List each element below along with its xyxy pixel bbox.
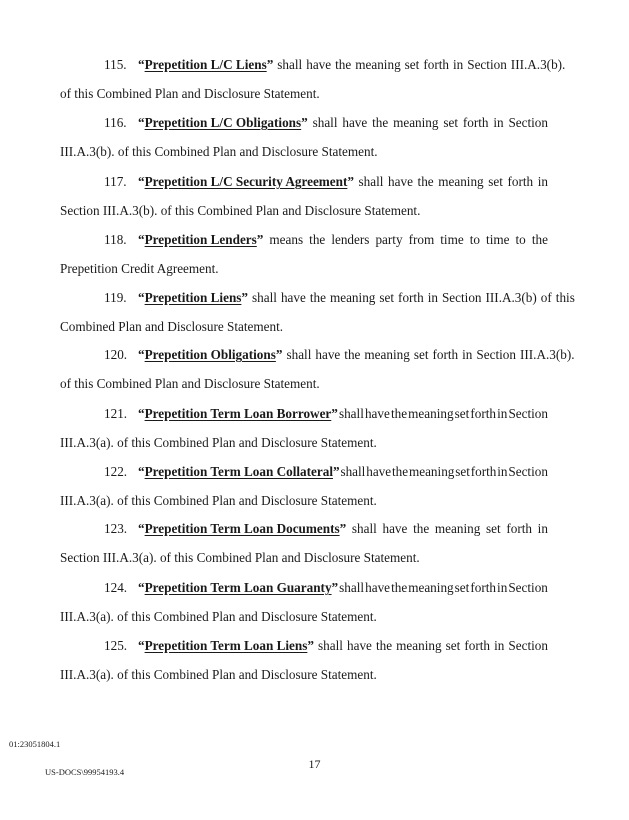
definition-word: forth <box>470 580 496 595</box>
defined-term-text: Prepetition Term Loan Collateral <box>144 464 333 479</box>
definition-line-2: Section III.A.3(b). of this Combined Plan and Disclosure Statement. <box>60 203 421 218</box>
definition-word: set <box>404 57 420 72</box>
definition-number: 121. <box>104 406 128 421</box>
definition-word: party <box>375 232 403 247</box>
definition-number: 124. <box>104 580 128 595</box>
definition-word: meaning <box>355 57 401 72</box>
defined-term: “Prepetition Obligations” <box>138 347 283 362</box>
definition-word: have <box>382 521 408 536</box>
definition-word: have <box>342 115 368 130</box>
definition-line-2: Combined Plan and Disclosure Statement. <box>60 319 284 334</box>
definition-word: have <box>365 580 391 595</box>
definition-word: in <box>497 580 508 595</box>
definition-word: of <box>540 290 552 305</box>
definition-number: 118. <box>104 232 127 247</box>
definition-word: the <box>417 174 434 189</box>
definition-number: 122. <box>104 464 128 479</box>
definition-lead <box>60 57 273 73</box>
definition-word: in <box>497 464 508 479</box>
definition-number: 120. <box>104 347 128 362</box>
defined-term: “Prepetition Term Loan Documents” <box>138 521 347 536</box>
definition-line-1 <box>60 406 548 422</box>
definition-paragraph <box>60 580 548 624</box>
definition-lead <box>60 580 338 596</box>
definition-paragraph <box>60 115 548 159</box>
footer-doc-id: 01:23051804.1 <box>9 739 61 749</box>
defined-term: “Prepetition Term Loan Liens” <box>138 638 314 653</box>
definition-number: 115. <box>104 57 127 72</box>
definition-word: forth <box>423 57 449 72</box>
definition-line-2: III.A.3(a). of this Combined Plan and Disclosure Statement. <box>60 667 377 682</box>
definition-word: Section <box>508 464 548 479</box>
definition-number: 117. <box>104 174 127 189</box>
definition-word: the <box>390 406 408 421</box>
definition-word: meaning <box>396 638 442 653</box>
definition-word: the <box>335 57 352 72</box>
definition-word: shall <box>286 347 312 362</box>
defined-term-text: Prepetition Term Loan Guaranty <box>144 580 332 595</box>
definition-word: have <box>347 638 372 653</box>
defined-term-text: Prepetition Term Loan Documents <box>144 521 340 536</box>
definition-lead <box>60 638 314 654</box>
definition-word: Section <box>476 347 516 362</box>
definition-paragraph <box>60 290 575 334</box>
defined-term-text: Prepetition Lenders <box>144 232 257 247</box>
defined-term-text: Prepetition Term Loan Liens <box>144 638 308 653</box>
definition-word: meaning <box>393 115 439 130</box>
definition-paragraph <box>60 57 566 101</box>
definition-word: this <box>555 290 575 305</box>
definition-paragraph <box>60 464 548 508</box>
definition-word: set <box>454 406 470 421</box>
definition-paragraph <box>60 232 548 276</box>
definition-word: shall <box>351 521 377 536</box>
definition-line-1 <box>60 290 575 306</box>
definition-word: in <box>537 521 548 536</box>
definition-word: shall <box>338 406 364 421</box>
definition-line-1 <box>60 464 548 480</box>
definition-lead <box>60 464 340 480</box>
definition-lead <box>60 347 282 363</box>
definition-line-2: III.A.3(a). of this Combined Plan and Disclosure Statement. <box>60 493 377 508</box>
definition-word: meaning <box>408 580 454 595</box>
definition-word: III.A.3(b). <box>510 57 566 72</box>
definition-line-2: Section III.A.3(a). of this Combined Plan and Disclosure Statement. <box>60 550 420 565</box>
definition-word: Section <box>508 115 548 130</box>
definition-word: shall <box>318 638 343 653</box>
definition-word: set <box>486 521 501 536</box>
definition-word: have <box>364 406 390 421</box>
definition-word: the <box>531 232 548 247</box>
definition-word: Section <box>508 580 548 595</box>
definition-word: time <box>440 232 464 247</box>
definition-word: shall <box>339 580 365 595</box>
definition-word: have <box>306 57 332 72</box>
definition-word: lenders <box>331 232 370 247</box>
definition-word: in <box>537 174 548 189</box>
definition-word: shall <box>312 115 338 130</box>
definition-word: means <box>269 232 304 247</box>
definition-paragraph <box>60 638 548 682</box>
definition-word: forth <box>432 347 459 362</box>
definition-word: set <box>455 464 470 479</box>
definition-line-1 <box>60 638 548 654</box>
definition-word: forth <box>470 464 497 479</box>
definition-word: meaning <box>364 347 410 362</box>
definition-word: to <box>515 232 526 247</box>
definition-line-1 <box>60 115 548 131</box>
definition-word: meaning <box>434 521 481 536</box>
definition-number: 116. <box>104 115 127 130</box>
defined-term: “Prepetition Term Loan Guaranty” <box>138 580 339 595</box>
definition-line-1 <box>60 232 548 248</box>
definition-lead <box>60 174 354 190</box>
footer-doc-id-secondary: US-DOCS\99954193.4 <box>45 767 125 777</box>
defined-term: “Prepetition Lenders” <box>138 232 264 247</box>
definition-word: time <box>486 232 510 247</box>
definition-word: set <box>445 638 461 653</box>
definition-paragraph <box>60 521 548 565</box>
definition-word: have <box>388 174 413 189</box>
definition-word: shall <box>277 57 303 72</box>
definition-word: set <box>413 347 429 362</box>
definition-lead <box>60 521 346 537</box>
definition-word: forth <box>506 521 532 536</box>
definition-word: set <box>488 174 503 189</box>
definition-word: in <box>462 347 473 362</box>
definition-word: the <box>372 115 389 130</box>
definition-lead <box>60 406 338 422</box>
definition-line-1 <box>60 521 548 537</box>
definition-paragraph <box>60 174 548 218</box>
definition-paragraph <box>60 347 575 391</box>
definition-word: from <box>408 232 435 247</box>
defined-term: “Prepetition Term Loan Borrower” <box>138 406 338 421</box>
defined-term: “Prepetition Liens” <box>138 290 249 305</box>
definition-word: the <box>391 580 408 595</box>
definition-line-1 <box>60 580 548 596</box>
defined-term: “Prepetition L/C Security Agreement” <box>138 174 354 189</box>
definition-line-2: of this Combined Plan and Disclosure Statement. <box>60 86 320 101</box>
defined-term-text: Prepetition Liens <box>144 290 242 305</box>
definition-word: the <box>309 290 326 305</box>
definition-word: set <box>379 290 395 305</box>
definition-word: shall <box>340 464 366 479</box>
definition-line-1 <box>60 57 566 73</box>
definition-paragraph <box>60 406 548 450</box>
definition-word: Section <box>467 57 507 72</box>
definition-word: Section <box>508 638 548 653</box>
definition-number: 119. <box>104 290 127 305</box>
definition-word: III.A.3(b) <box>485 290 537 305</box>
defined-term-text: Prepetition L/C Security Agreement <box>144 174 348 189</box>
definition-word: have <box>315 347 341 362</box>
page-number: 17 <box>308 757 321 771</box>
definition-word: meaning <box>408 406 454 421</box>
definition-word: forth <box>507 174 534 189</box>
definition-word: III.A.3(b). <box>519 347 575 362</box>
definition-word: shall <box>358 174 384 189</box>
definition-word: to <box>469 232 480 247</box>
definition-line-1 <box>60 347 575 363</box>
definition-word: in <box>493 115 504 130</box>
definition-word: forth <box>462 115 489 130</box>
defined-term-text: Prepetition Term Loan Borrower <box>144 406 332 421</box>
definition-word: set <box>443 115 458 130</box>
definition-word: in <box>494 638 505 653</box>
definition-word: the <box>344 347 361 362</box>
defined-term: “Prepetition L/C Obligations” <box>138 115 308 130</box>
definition-word: the <box>413 521 430 536</box>
defined-term: “Prepetition L/C Liens” <box>138 57 274 72</box>
definition-word: forth <box>464 638 491 653</box>
definition-word: meaning <box>438 174 484 189</box>
definition-line-2: Prepetition Credit Agreement. <box>60 261 219 276</box>
defined-term-text: Prepetition L/C Liens <box>144 57 267 72</box>
definition-word: in <box>427 290 438 305</box>
defined-term: “Prepetition Term Loan Collateral” <box>138 464 340 479</box>
definition-word: have <box>366 464 392 479</box>
definition-word: meaning <box>329 290 376 305</box>
definition-word: have <box>280 290 306 305</box>
definition-word: Section <box>508 406 548 421</box>
definition-line-2: III.A.3(a). of this Combined Plan and Disclosure Statement. <box>60 435 377 450</box>
definition-lead <box>60 115 308 131</box>
defined-term-text: Prepetition L/C Obligations <box>144 115 302 130</box>
definition-line-2: III.A.3(b). of this Combined Plan and Disclosure Statement. <box>60 144 378 159</box>
definition-lead <box>60 232 263 248</box>
definition-line-2: of this Combined Plan and Disclosure Statement. <box>60 376 320 391</box>
definition-word: shall <box>252 290 277 305</box>
definition-word: the <box>391 464 409 479</box>
definition-word: forth <box>470 406 497 421</box>
definition-word: forth <box>398 290 424 305</box>
definition-word: the <box>309 232 326 247</box>
defined-term-text: Prepetition Obligations <box>144 347 276 362</box>
definition-word: the <box>375 638 393 653</box>
definition-word: Section <box>441 290 482 305</box>
definition-word: set <box>454 580 470 595</box>
definition-word: in <box>452 57 464 72</box>
definition-word: in <box>497 406 508 421</box>
definition-line-2: III.A.3(a). of this Combined Plan and Disclosure Statement. <box>60 609 377 624</box>
definition-word: meaning <box>408 464 455 479</box>
definition-lead <box>60 290 248 306</box>
definition-number: 125. <box>104 638 128 653</box>
definition-number: 123. <box>104 521 128 536</box>
definition-line-1 <box>60 174 548 190</box>
